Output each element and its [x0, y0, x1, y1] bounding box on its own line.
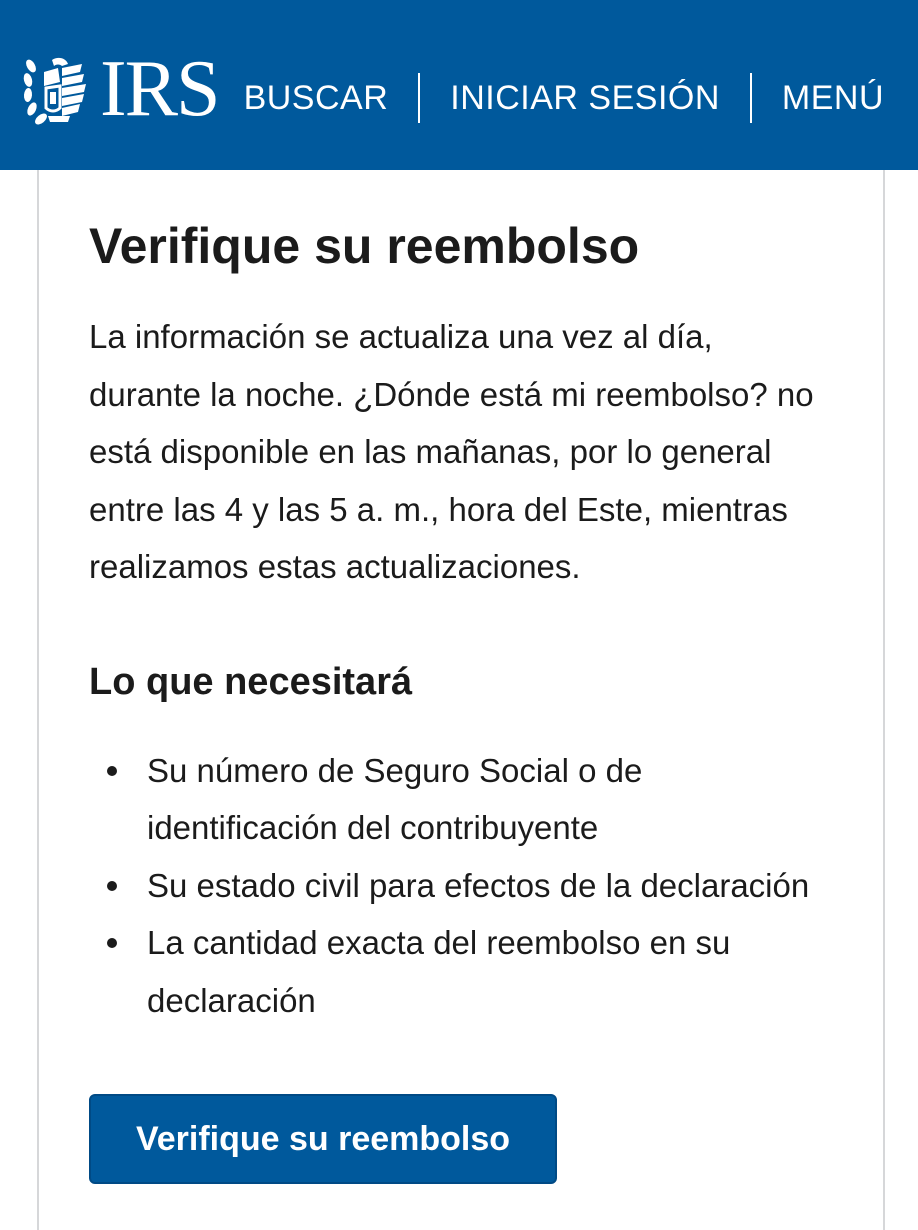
- nav-divider: [418, 73, 420, 123]
- site-header: [0, 0, 918, 170]
- page-title: Verifique su reembolso: [89, 218, 640, 274]
- nav-divider: [750, 73, 752, 123]
- card-content: [89, 210, 829, 1029]
- menu-button[interactable]: MENÚ: [781, 78, 884, 117]
- list-item: Su número de Seguro Social o de identificación del contribuyente: [89, 742, 829, 857]
- intro-text: La información se actualiza una vez al día, durante la noche. ¿Dónde está mi reembolso? no está disponible en las mañanas, por lo general entre las 4 y las 5 a. m., hora del Este, mientras realizamos estas actualizaciones.: [89, 318, 814, 585]
- requirements-list: [89, 742, 829, 1030]
- requirements-heading: Lo que necesitará: [89, 660, 413, 703]
- refund-card: [37, 170, 885, 1230]
- list-item: Su estado civil para efectos de la declaración: [89, 857, 829, 915]
- check-refund-button[interactable]: Verifique su reembolso: [89, 1094, 557, 1184]
- logo-text: IRS: [100, 45, 219, 133]
- eagle-emblem-icon: [22, 52, 96, 126]
- header-nav: [244, 72, 884, 124]
- list-item: La cantidad exacta del reembolso en su declaración: [89, 914, 829, 1029]
- irs-logo[interactable]: [22, 45, 219, 133]
- login-link[interactable]: INICIAR SESIÓN: [450, 78, 720, 117]
- search-link[interactable]: BUSCAR: [243, 78, 389, 117]
